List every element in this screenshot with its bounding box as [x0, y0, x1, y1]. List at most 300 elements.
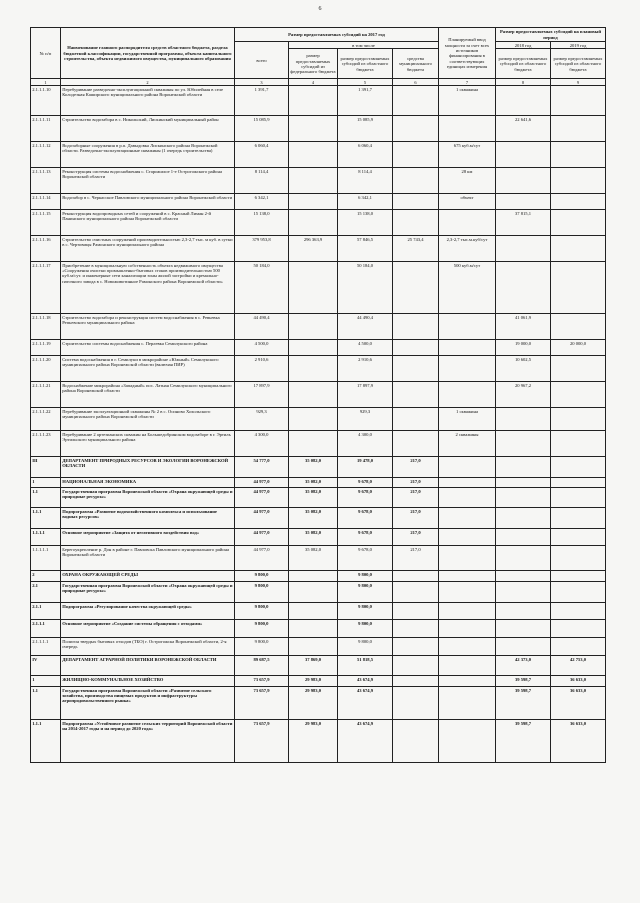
- column-index: 7: [439, 79, 496, 86]
- row-total: 929,3: [235, 408, 289, 431]
- row-code: 1.1.1.1: [31, 529, 61, 546]
- row-municipal: [393, 656, 439, 676]
- row-total: 9 800,0: [235, 603, 289, 620]
- row-capacity: [439, 720, 496, 763]
- row-federal: [289, 262, 338, 314]
- row-code: 2.1.1.1.11: [31, 116, 61, 142]
- column-index: 5: [338, 79, 393, 86]
- table-row: [31, 529, 606, 546]
- row-2019: [551, 314, 606, 340]
- row-2018: 20 967,2: [496, 382, 551, 408]
- row-name: ЖИЛИЩНО-КОММУНАЛЬНОЕ ХОЗЯЙСТВО: [61, 676, 235, 687]
- row-name: Государственная программа Воронежской области «Охрана окружающей среды и природные ресурсы»: [61, 582, 235, 603]
- table-row: [31, 382, 606, 408]
- row-code: III: [31, 457, 61, 478]
- row-regional: 17 897,9: [338, 382, 393, 408]
- header-total: всего: [235, 42, 289, 79]
- row-regional: 51 818,5: [338, 656, 393, 676]
- row-name: Берегоукрепление р. Дон в районе г. Павловска Павловского муниципального района Воронежской области: [61, 546, 235, 571]
- row-2019: [551, 638, 606, 656]
- row-federal: 296 363,9: [289, 236, 338, 262]
- row-total: 50 184,0: [235, 262, 289, 314]
- row-regional: 15 085,9: [338, 116, 393, 142]
- row-2018: [496, 236, 551, 262]
- row-name: Перебуривание эксплуатационной скважины № 2 в с. Осиново Хохольского муниципального района Воронежской области: [61, 408, 235, 431]
- row-federal: [289, 638, 338, 656]
- table-row: [31, 571, 606, 582]
- row-code: 2.1.1.1.12: [31, 142, 61, 168]
- row-total: 9 800,0: [235, 582, 289, 603]
- row-total: 44 977,0: [235, 488, 289, 508]
- row-capacity: 1 скважина: [439, 86, 496, 116]
- row-2018: 10 602,5: [496, 356, 551, 382]
- row-total: 9 800,0: [235, 571, 289, 582]
- row-2019: [551, 488, 606, 508]
- row-code: 2: [31, 571, 61, 582]
- row-2019: [551, 529, 606, 546]
- row-federal: [289, 314, 338, 340]
- row-2019: [551, 571, 606, 582]
- row-municipal: 25 743,4: [393, 236, 439, 262]
- row-2019: 36 633,0: [551, 676, 606, 687]
- row-name: Водозабор в с. Черкасское Павловского муниципального района Воронежской области: [61, 194, 235, 210]
- row-total: 44 977,0: [235, 529, 289, 546]
- row-total: 54 777,0: [235, 457, 289, 478]
- row-2019: [551, 142, 606, 168]
- row-total: 9 800,0: [235, 638, 289, 656]
- row-2019: 36 633,0: [551, 720, 606, 763]
- table-row: [31, 408, 606, 431]
- row-federal: [289, 168, 338, 194]
- row-capacity: [439, 603, 496, 620]
- row-code: 2.1.1.1.18: [31, 314, 61, 340]
- row-total: 17 897,9: [235, 382, 289, 408]
- row-federal: [289, 194, 338, 210]
- table-row: [31, 546, 606, 571]
- row-federal: 29 983,0: [289, 720, 338, 763]
- row-regional: 9 800,0: [338, 571, 393, 582]
- table-row: [31, 620, 606, 638]
- row-capacity: [439, 571, 496, 582]
- row-code: 2.1.1.1.19: [31, 340, 61, 356]
- row-capacity: [439, 508, 496, 529]
- table-row: [31, 720, 606, 763]
- row-2019: [551, 603, 606, 620]
- row-code: 2.1.1.1.23: [31, 431, 61, 457]
- row-capacity: 28 км: [439, 168, 496, 194]
- row-capacity: 2,3-2,7 тыс.м.куб/сут: [439, 236, 496, 262]
- row-regional: 4 500,0: [338, 340, 393, 356]
- row-capacity: [439, 529, 496, 546]
- row-code: 2.1.1.1.20: [31, 356, 61, 382]
- row-code: 2.1.1.1.14: [31, 194, 61, 210]
- row-federal: 35 082,0: [289, 478, 338, 488]
- column-index: 8: [496, 79, 551, 86]
- row-municipal: [393, 676, 439, 687]
- row-capacity: [439, 582, 496, 603]
- table-row: [31, 340, 606, 356]
- row-capacity: [439, 340, 496, 356]
- row-municipal: [393, 86, 439, 116]
- row-federal: [289, 571, 338, 582]
- row-federal: [289, 382, 338, 408]
- row-name: Водозаборные сооружения в р.п. Давыдовка Лискинского района Воронежской области. Разведочно-эксплуатационные скважины (1 очередь строительства): [61, 142, 235, 168]
- row-2019: [551, 508, 606, 529]
- table-row: [31, 582, 606, 603]
- row-code: 1.1: [31, 488, 61, 508]
- row-name: Основное мероприятие «Защита от негативного воздействия вод»: [61, 529, 235, 546]
- row-municipal: [393, 210, 439, 236]
- row-total: 89 687,5: [235, 656, 289, 676]
- row-capacity: [439, 478, 496, 488]
- row-code: 2.1.1.1: [31, 620, 61, 638]
- row-federal: 35 082,0: [289, 508, 338, 529]
- row-name: Приобретение в муниципальную собственность объекта недвижимого имущества «Сооружения очистки промышленно-бытовых стоков производительностью 500 куб.м/сут. и инженерные сети канализации зоны жилой застройки и кремально-паточного завода в с. Новоживотинное Рамонского района Воронежской области»: [61, 262, 235, 314]
- row-federal: [289, 603, 338, 620]
- row-2019: [551, 116, 606, 142]
- row-total: 8 114,4: [235, 168, 289, 194]
- row-2018: [496, 168, 551, 194]
- row-name: НАЦИОНАЛЬНАЯ ЭКОНОМИКА: [61, 478, 235, 488]
- subsidy-table: [30, 27, 606, 763]
- column-index: 3: [235, 79, 289, 86]
- row-regional: 9 800,0: [338, 638, 393, 656]
- row-regional: 9 678,0: [338, 546, 393, 571]
- row-total: 44 977,0: [235, 546, 289, 571]
- table-row: [31, 478, 606, 488]
- row-code: 2.1.1.1.21: [31, 382, 61, 408]
- row-federal: [289, 86, 338, 116]
- header-federal: размер предоставляемых субсидий из федерального бюджета: [289, 49, 338, 79]
- row-capacity: [439, 314, 496, 340]
- table-row: [31, 676, 606, 687]
- row-capacity: [439, 676, 496, 687]
- table-row: [31, 508, 606, 529]
- row-total: 4 500,0: [235, 340, 289, 356]
- row-2018: 39 598,7: [496, 676, 551, 687]
- row-name: ДЕПАРТАМЕНТ АГРАРНОЙ ПОЛИТИКИ ВОРОНЕЖСКОЙ ОБЛАСТИ: [61, 656, 235, 676]
- table-row: [31, 457, 606, 478]
- table-body: [31, 86, 606, 763]
- document-sheet: [30, 27, 605, 763]
- row-municipal: [393, 408, 439, 431]
- row-2019: 20 000,0: [551, 340, 606, 356]
- row-2018: 19 000,0: [496, 340, 551, 356]
- header-regional-2019: размер предоставляемых субсидий из областного бюджета: [551, 49, 606, 79]
- row-municipal: [393, 620, 439, 638]
- row-name: Полигон твердых бытовых отходов (ТБО) г. Острогожска Воронежской области, 2-я очередь: [61, 638, 235, 656]
- column-index: 4: [289, 79, 338, 86]
- row-code: 2.1.1.1.10: [31, 86, 61, 116]
- row-2018: [496, 603, 551, 620]
- column-index-row: [31, 79, 606, 86]
- row-name: ДЕПАРТАМЕНТ ПРИРОДНЫХ РЕСУРСОВ И ЭКОЛОГИИ ВОРОНЕЖСКОЙ ОБЛАСТИ: [61, 457, 235, 478]
- row-total: 73 657,9: [235, 676, 289, 687]
- header-regional: размер предоставляемых субсидий из областного бюджета: [338, 49, 393, 79]
- row-capacity: [439, 620, 496, 638]
- row-2019: [551, 168, 606, 194]
- row-federal: [289, 620, 338, 638]
- table-row: [31, 638, 606, 656]
- row-total: 2 910,6: [235, 356, 289, 382]
- header-municipal: средства муниципального бюджета: [393, 49, 439, 79]
- row-total: 1 391,7: [235, 86, 289, 116]
- row-regional: 9 678,0: [338, 478, 393, 488]
- row-code: 1.1.1: [31, 508, 61, 529]
- row-municipal: [393, 168, 439, 194]
- table-row: [31, 262, 606, 314]
- table-row: [31, 86, 606, 116]
- row-2018: 39 598,7: [496, 687, 551, 720]
- row-2018: [496, 478, 551, 488]
- row-code: 2.1.1.1.13: [31, 168, 61, 194]
- header-2018: 2018 год: [496, 42, 551, 49]
- column-index: 1: [31, 79, 61, 86]
- row-code: 1.1.1.1.1: [31, 546, 61, 571]
- row-name: Подпрограмма «Устойчивое развитие сельских территорий Воронежской области на 2014-2017 годы и на период до 2020 года»: [61, 720, 235, 763]
- row-capacity: 2 скважины: [439, 431, 496, 457]
- row-total: 44 977,0: [235, 478, 289, 488]
- row-regional: 9 800,0: [338, 620, 393, 638]
- row-regional: 43 674,9: [338, 676, 393, 687]
- row-2018: 41 061,9: [496, 314, 551, 340]
- row-regional: 44 490,4: [338, 314, 393, 340]
- row-municipal: [393, 431, 439, 457]
- row-2018: [496, 86, 551, 116]
- row-2019: [551, 210, 606, 236]
- row-2019: [551, 582, 606, 603]
- row-regional: 6 342,1: [338, 194, 393, 210]
- row-regional: 8 114,4: [338, 168, 393, 194]
- header-2019: 2019 год: [551, 42, 606, 49]
- row-regional: 43 674,9: [338, 687, 393, 720]
- row-2019: [551, 478, 606, 488]
- table-row: [31, 603, 606, 620]
- column-index: 9: [551, 79, 606, 86]
- row-municipal: [393, 194, 439, 210]
- row-code: 1: [31, 478, 61, 488]
- row-2018: [496, 620, 551, 638]
- row-municipal: [393, 340, 439, 356]
- row-capacity: [439, 116, 496, 142]
- row-name: Строительство водозабора и реконструкция систем водоснабжения в с. Ревьевка Репьевского муниципального района: [61, 314, 235, 340]
- row-total: 15 085,9: [235, 116, 289, 142]
- row-total: 4 300,0: [235, 431, 289, 457]
- row-code: 2.1.1.1.16: [31, 236, 61, 262]
- row-capacity: 500 куб.м/сут: [439, 262, 496, 314]
- row-municipal: 217,0: [393, 478, 439, 488]
- row-federal: [289, 356, 338, 382]
- row-regional: 6 060,4: [338, 142, 393, 168]
- row-municipal: 217,0: [393, 546, 439, 571]
- row-total: 6 342,1: [235, 194, 289, 210]
- row-regional: 9 800,0: [338, 603, 393, 620]
- row-code: IV: [31, 656, 61, 676]
- row-regional: 19 478,0: [338, 457, 393, 478]
- row-municipal: 217,0: [393, 488, 439, 508]
- row-municipal: [393, 720, 439, 763]
- row-total: 73 657,9: [235, 687, 289, 720]
- row-code: 2.1.1.1.17: [31, 262, 61, 314]
- table-row: [31, 431, 606, 457]
- row-municipal: [393, 638, 439, 656]
- row-capacity: [439, 638, 496, 656]
- row-federal: 29 983,0: [289, 687, 338, 720]
- row-capacity: 675 куб.м/сут: [439, 142, 496, 168]
- table-row: [31, 168, 606, 194]
- row-regional: 9 678,0: [338, 508, 393, 529]
- row-capacity: [439, 356, 496, 382]
- row-federal: [289, 116, 338, 142]
- row-total: 73 657,9: [235, 720, 289, 763]
- row-name: Подпрограмма «Регулирование качества окружающей среды»: [61, 603, 235, 620]
- row-2019: [551, 262, 606, 314]
- row-code: 2.1.1.1.15: [31, 210, 61, 236]
- header-no: № п/п: [31, 28, 61, 79]
- row-name: Система водоснабжения в г. Семилуки в микрорайоне «Южный» Семилукского муниципального района Воронежской области (включая ПИР): [61, 356, 235, 382]
- row-regional: 929,3: [338, 408, 393, 431]
- row-regional: 50 184,0: [338, 262, 393, 314]
- row-total: 379 953,8: [235, 236, 289, 262]
- row-total: 44 490,4: [235, 314, 289, 340]
- row-federal: 29 983,0: [289, 676, 338, 687]
- header-capacity: Планируемый ввод мощности за счет всех источников финансирования в соответствующих единицах измерения: [439, 28, 496, 79]
- row-regional: 15 138,0: [338, 210, 393, 236]
- row-municipal: [393, 314, 439, 340]
- row-2018: [496, 638, 551, 656]
- row-name: Перебуривание разведочно-эксплуатационной скважины по ул. Юбилейная в селе Колодезная Каширского муниципального района Воронежской области: [61, 86, 235, 116]
- row-2018: [496, 508, 551, 529]
- row-municipal: [393, 262, 439, 314]
- table-row: [31, 142, 606, 168]
- row-municipal: [393, 582, 439, 603]
- row-2018: [496, 529, 551, 546]
- table-row: [31, 194, 606, 210]
- row-federal: [289, 340, 338, 356]
- row-federal: [289, 582, 338, 603]
- header-including: в том числе: [289, 42, 439, 49]
- row-name: Реконструкция системы водоснабжения с. Старожилое 1-е Острогожского района Воронежской области: [61, 168, 235, 194]
- row-2019: 36 633,0: [551, 687, 606, 720]
- row-2019: [551, 546, 606, 571]
- row-municipal: [393, 382, 439, 408]
- row-name: Подпрограмма «Развитие водохозяйственного комплекса и использование водных ресурсов»: [61, 508, 235, 529]
- row-capacity: [439, 382, 496, 408]
- row-capacity: [439, 210, 496, 236]
- row-regional: 43 674,9: [338, 720, 393, 763]
- row-2018: [496, 194, 551, 210]
- row-municipal: [393, 356, 439, 382]
- row-regional: 9 678,0: [338, 529, 393, 546]
- row-code: 1: [31, 676, 61, 687]
- row-total: 6 060,4: [235, 142, 289, 168]
- row-2019: [551, 356, 606, 382]
- row-code: 1.1: [31, 687, 61, 720]
- row-2019: [551, 408, 606, 431]
- header-subsidy-2017: Размер предоставляемых субсидий на 2017 год: [235, 28, 439, 42]
- header-regional-2018: размер предоставляемых субсидий из областного бюджета: [496, 49, 551, 79]
- row-2018: [496, 546, 551, 571]
- row-name: Государственная программа Воронежской области «Охрана окружающей среды и природные ресурсы»: [61, 488, 235, 508]
- row-2018: 37 815,1: [496, 210, 551, 236]
- table-row: [31, 356, 606, 382]
- row-federal: 35 082,0: [289, 546, 338, 571]
- row-municipal: 217,0: [393, 457, 439, 478]
- row-total: 15 138,0: [235, 210, 289, 236]
- row-municipal: 217,0: [393, 529, 439, 546]
- row-capacity: 1 скважина: [439, 408, 496, 431]
- row-capacity: [439, 546, 496, 571]
- row-regional: 2 910,6: [338, 356, 393, 382]
- row-2018: [496, 142, 551, 168]
- column-index: 6: [393, 79, 439, 86]
- column-index: 2: [61, 79, 235, 86]
- page-number: 6: [318, 6, 322, 12]
- row-2019: [551, 620, 606, 638]
- row-municipal: 217,0: [393, 508, 439, 529]
- row-municipal: [393, 571, 439, 582]
- row-federal: 35 082,0: [289, 529, 338, 546]
- row-code: 2.1.1.1.22: [31, 408, 61, 431]
- header-planned: Размер предоставляемых субсидий на плановый период: [496, 28, 606, 42]
- row-2018: [496, 431, 551, 457]
- table-row: [31, 687, 606, 720]
- row-capacity: [439, 687, 496, 720]
- row-name: Государственная программа Воронежской области «Развитие сельского хозяйства, производства пищевых продуктов и инфраструктуры агропродовольственного рынка»: [61, 687, 235, 720]
- row-name: Перебуривание 2 артезианских скважин на Большедобринском водозаборе в г. Эртиль Эртильского муниципального района: [61, 431, 235, 457]
- header-name: Наименование главного распорядителя средств областного бюджета, раздела бюджетной классификации, государственной программы, объекта капитального строительства, объекта недвижимого имущества, муниципального образования: [61, 28, 235, 79]
- row-2018: [496, 571, 551, 582]
- row-code: 1.1.1: [31, 720, 61, 763]
- row-2018: 22 641,6: [496, 116, 551, 142]
- row-2018: [496, 582, 551, 603]
- row-total: 9 800,0: [235, 620, 289, 638]
- row-capacity: [439, 656, 496, 676]
- row-municipal: [393, 603, 439, 620]
- row-2019: [551, 236, 606, 262]
- row-name: ОХРАНА ОКРУЖАЮЩЕЙ СРЕДЫ: [61, 571, 235, 582]
- row-regional: 1 391,7: [338, 86, 393, 116]
- row-municipal: [393, 116, 439, 142]
- row-municipal: [393, 687, 439, 720]
- row-2019: [551, 457, 606, 478]
- row-name: Реконструкция водопроводных сетей и сооружений в с. Красный Лиман 2-й Панинского муниципального района Воронежской области: [61, 210, 235, 236]
- row-capacity: объект: [439, 194, 496, 210]
- row-federal: 35 082,0: [289, 457, 338, 478]
- row-regional: 57 846,5: [338, 236, 393, 262]
- row-2019: [551, 86, 606, 116]
- row-2018: [496, 262, 551, 314]
- row-name: Строительство водозабора в с. Никольский, Лискинский муниципальный район: [61, 116, 235, 142]
- table-row: [31, 314, 606, 340]
- table-row: [31, 116, 606, 142]
- row-regional: 9 678,0: [338, 488, 393, 508]
- row-2018: [496, 408, 551, 431]
- row-regional: 9 800,0: [338, 582, 393, 603]
- row-code: 2.1.1.1.1: [31, 638, 61, 656]
- row-capacity: [439, 457, 496, 478]
- table-row: [31, 488, 606, 508]
- row-name: Основное мероприятие «Создание системы обращения с отходами»: [61, 620, 235, 638]
- row-federal: 37 869,0: [289, 656, 338, 676]
- row-2019: [551, 431, 606, 457]
- table-row: [31, 236, 606, 262]
- row-regional: 4 300,0: [338, 431, 393, 457]
- row-federal: 35 082,0: [289, 488, 338, 508]
- row-municipal: [393, 142, 439, 168]
- row-total: 44 977,0: [235, 508, 289, 529]
- row-federal: [289, 142, 338, 168]
